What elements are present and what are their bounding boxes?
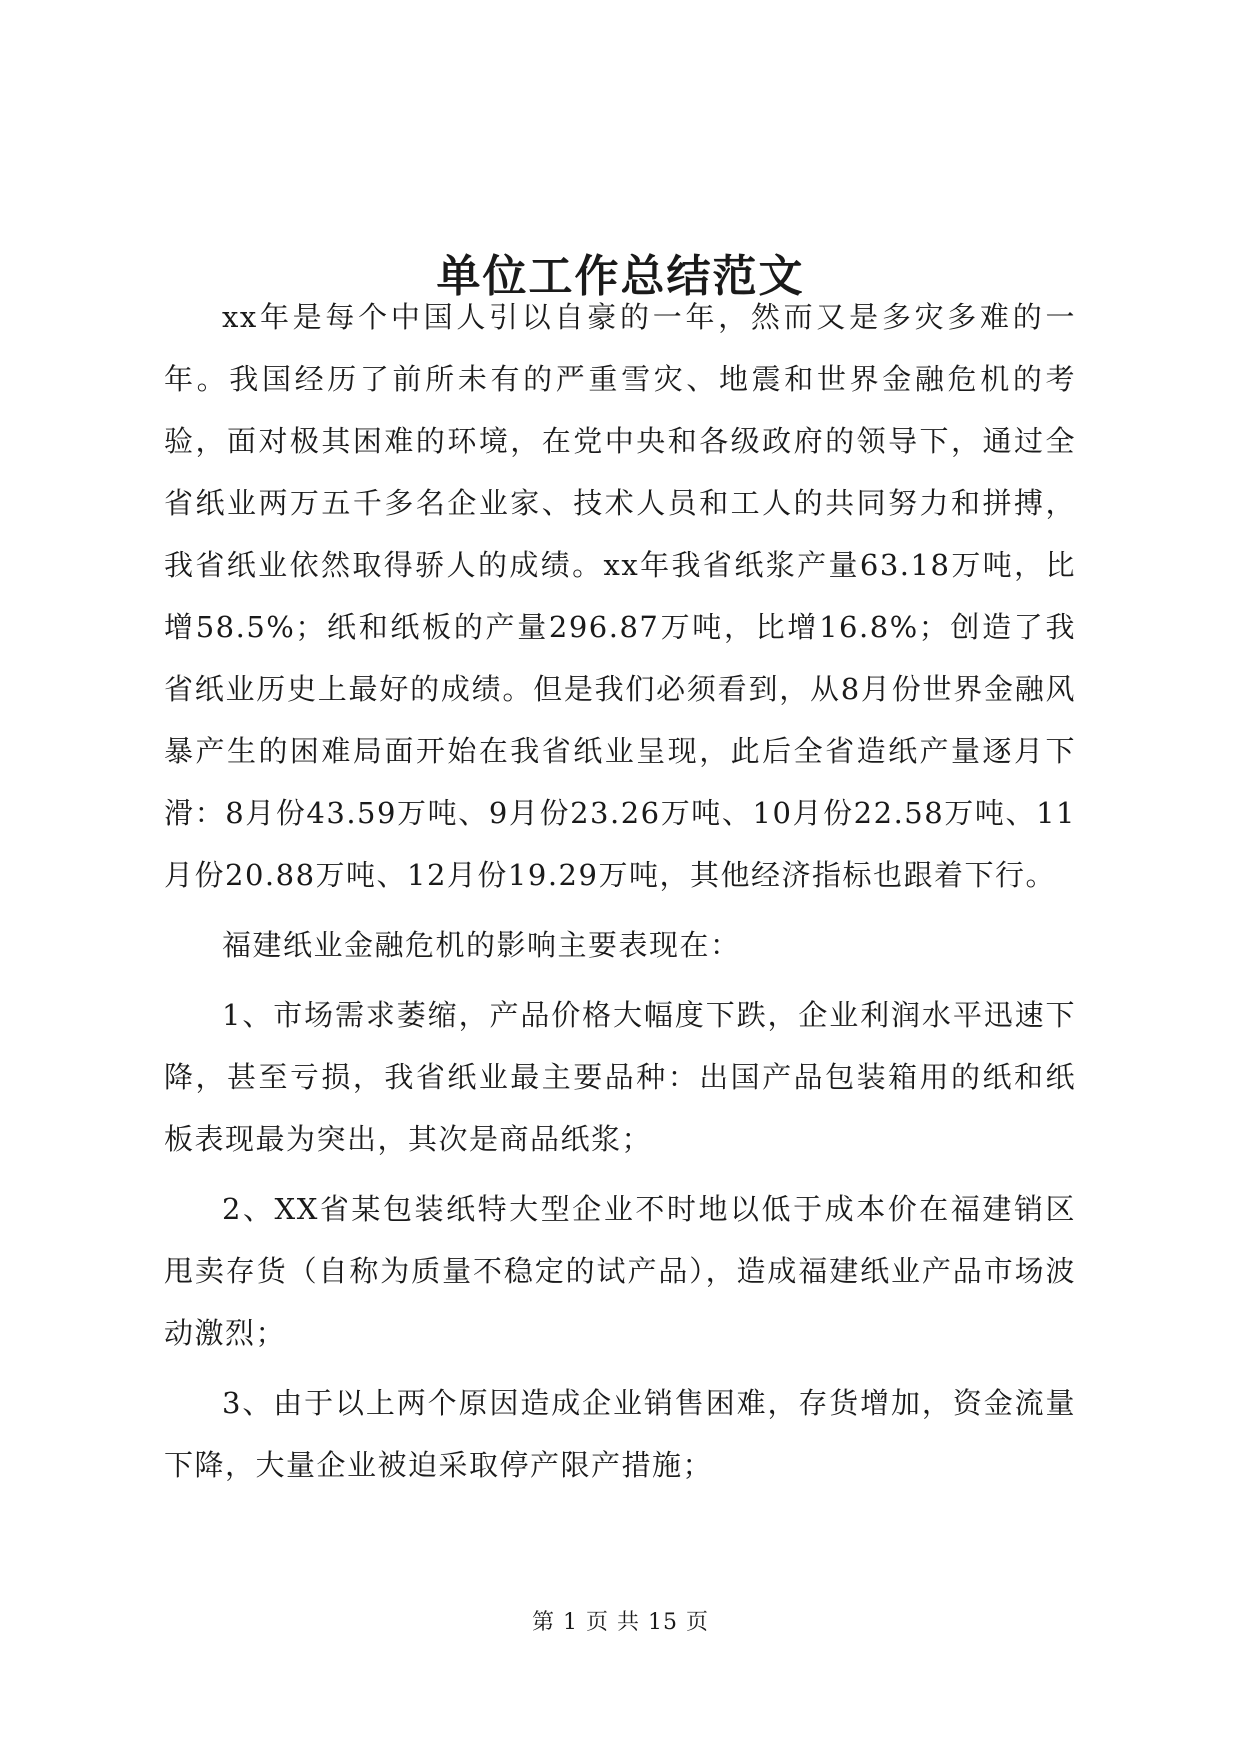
paragraph-item-2: 2、XX省某包装纸特大型企业不时地以低于成本价在福建销区甩卖存货（自称为质量不稳定的试产品），造成福建纸业产品市场波动激烈； xyxy=(164,1192,1076,1350)
paragraph-item-1: 1、市场需求萎缩，产品价格大幅度下跌，企业利润水平迅速下降，甚至亏损，我省纸业最主要品种：出国产品包装箱用的纸和纸板表现最为突出，其次是商品纸浆； xyxy=(164,998,1076,1156)
document-title: 单位工作总结范文 xyxy=(436,251,805,303)
paragraph-intro: xx年是每个中国人引以自豪的一年，然而又是多灾多难的一年。我国经历了前所未有的严重雪灾、地震和世界金融危机的考验，面对极其困难的环境，在党中央和各级政府的领导下，通过全省纸业两万五千多名企业家、技术人员和工人的共同努力和拼搏，我省纸业依然取得骄人的成绩。xx年我省纸浆产量63.18万吨，比增58.5%；纸和纸板的产量296.87万吨，比增16.8%；创造了我省纸业历史上最好的成绩。但是我们必须看到，从8月份世界金融风暴产生的困难局面开始在我省纸业呈现，此后全省造纸产量逐月下滑：8月份43.59万吨、9月份23.26万吨、10月份22.58万吨、11月份20.88万吨、12月份19.29万吨，其他经济指标也跟着下行。 xyxy=(164,300,1076,892)
paragraph-impact-heading: 福建纸业金融危机的影响主要表现在： xyxy=(222,928,741,962)
document-body xyxy=(164,286,1076,1496)
paragraph-item-3: 3、由于以上两个原因造成企业销售困难，存货增加，资金流量下降，大量企业被迫采取停产限产措施； xyxy=(164,1386,1076,1482)
page-footer: 第 1 页 共 15 页 xyxy=(532,1610,709,1635)
